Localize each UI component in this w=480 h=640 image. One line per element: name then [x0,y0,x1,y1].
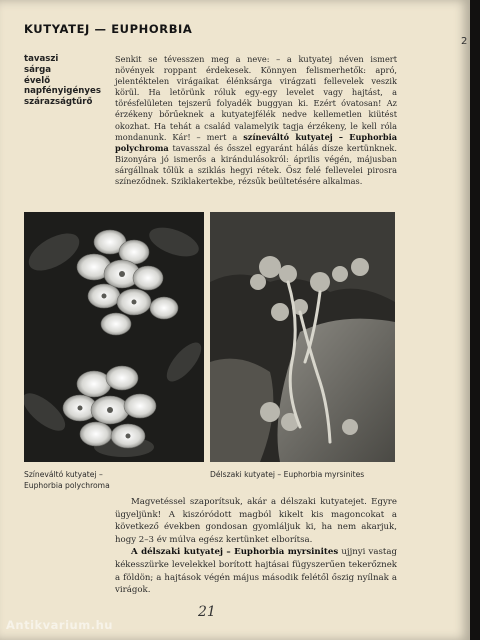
attribute-lifecycle: évelő [24,75,51,86]
caption-polychroma [24,469,110,491]
plant-attributes [24,54,101,108]
attribute-drought: szárazságtűrő [24,97,93,108]
edge-marker: 2 [461,36,468,47]
polychroma-name: színeváltó kutyatej – Euphorbia polychroma [115,131,398,153]
caption-myrsinites: Délszaki kutyatej – Euphorbia myrsinites [210,470,365,479]
intro-paragraph: Senkit se tévesszen meg a neve: – a kutyatej néven ismert növények roppant érdekesek. Könnyen felismerhetők: apró, jelentéktelen virágaikat élénksárga virágzati fellevelek veszik körül. Ha letörünk róluk egy-egy levelet vagy hajtást, a törésfelületen tejszerű folyadék buggyan ki. Ezért óvatosan! Az érzékeny bőrűeknek a kutyatejfélék nedve kellemetlen kiütést okozhat. Ha tehát a család valamelyik tagja érzékeny, le kell róla mondanunk. Kár! – mert a [115,54,397,142]
propagation-paragraph: Magvetéssel szaporítsuk, akár a délszaki kutyatejet. Egyre ügyeljünk! A kiszóródott magból kikelt kis magoncokat a következő években gondosan gyomláljuk ki, ha nem akarjuk, hogy 2–3 év múlva egész kertünket elborítsa. [115,497,397,545]
polychroma-paragraph: tavasszal és ősszel egyaránt hálás dísze kertünknek. Bizonyára jó ismerős a kirándulásokról: április végén, májusban sárgállnak tőlük a sziklás hegyi rétek. Ősz felé fellevelei pirosra színeződnek. Sziklakertekbe, rézsűk beültetésére alkalmas. [115,142,397,187]
attribute-color: sárga [24,64,52,75]
propagation-text [115,496,397,597]
caption-left-line1: Színeváltó kutyatej – [24,470,103,479]
caption-left-line2: Euphorbia polychroma [24,481,110,490]
photo-euphorbia-polychroma [24,212,204,462]
attribute-season: tavaszi [24,54,59,64]
page-header: KUTYATEJ — EUPHORBIA [24,22,193,36]
myrsinites-paragraph: ujjnyi vastag kékesszürke levelekkel borított hajtásai fügyszerűen tekerőznek a földön; a hajtások végén május második felétől őszig nyílnak a virágok. [115,547,397,596]
book-spine [470,0,480,640]
myrsinites-name: A délszaki kutyatej – Euphorbia myrsinites [131,547,339,558]
watermark: Antikvarium.hu [6,618,113,632]
intro-text [115,54,397,187]
page-number: 21 [198,604,216,620]
attribute-light: napfényigényes [24,86,101,97]
photo-euphorbia-myrsinites [210,212,395,462]
